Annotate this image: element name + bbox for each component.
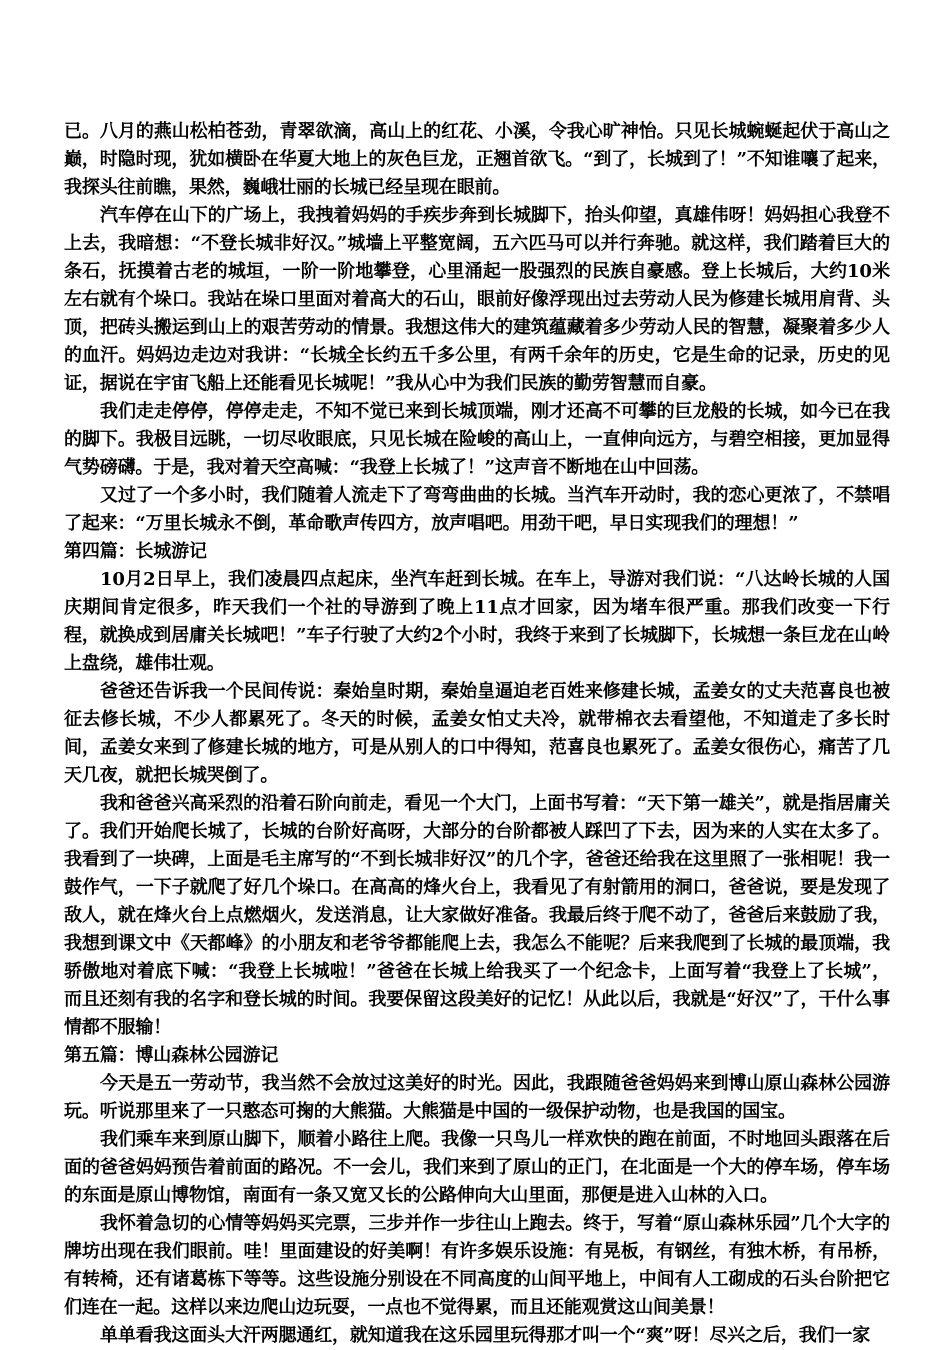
paragraph: 又过了一个多小时，我们随着人流走下了弯弯曲曲的长城。当汽车开动时，我的恋心更浓了，不禁唱了起来：“万里长城永不倒，革命歌声传四方，放声唱吧。用劲干吧，早日实现我们的理想！” [64,485,890,534]
paragraph: 今天是五一劳动节，我当然不会放过这美好的时光。因此，我跟随爸爸妈妈来到博山原山森林公园游玩。听说那里来了一只憨态可掬的大熊猫。大熊猫是中国的一级保护动物，也是我国的国宝。 [64,1073,890,1122]
paragraph: 我们走走停停，停停走走，不知不觉已来到长城顶端，刚才还高不可攀的巨龙般的长城，如今已在我的脚下。我极目远眺，一切尽收眼底，只见长城在险峻的高山上，一直伸向远方，与碧空相接，更加显得气势磅礴。于是，我对着天空高喊：“我登上长城了！”这声音不断地在山中回荡。 [64,401,890,478]
section-heading: 第四篇：长城游记 [64,541,207,562]
paragraph: 爸爸还告诉我一个民间传说：秦始皇时期，秦始皇逼迫老百姓来修建长城，孟姜女的丈夫范喜良也被征去修长城，不少人都累死了。冬天的时候，孟姜女怕丈夫冷，就带棉衣去看望他，不知道走了多长时间，孟姜女来到了修建长城的地方，可是从别人的口中得知，范喜良也累死了。孟姜女很伤心，痛苦了几天几夜，就把长城哭倒了。 [64,681,890,786]
paragraph: 10月2日早上，我们凌晨四点起床，坐汽车赶到长城。在车上，导游对我们说：“八达岭长城的人国庆期间肯定很多，昨天我们一个社的导游到了晚上11点才回家，因为堵车很严重。那我们改变一下行程，就换成到居庸关长城吧！”车子行驶了大约2个小时，我终于来到了长城脚下，长城想一条巨龙在山岭上盘绕，雄伟壮观。 [64,569,890,674]
paragraph: 我怀着急切的心情等妈妈买完票，三步并作一步往山上跑去。终于，写着“原山森林乐园”几个大字的牌坊出现在我们眼前。哇！里面建设的好美啊！有许多娱乐设施：有晃板，有钢丝，有独木桥，有吊桥，有转椅，还有诸葛栋下等等。这些设施分别设在不同高度的山间平地上，中间有人工砌成的石头台阶把它们连在一起。这样以来边爬山边玩耍，一点也不觉得累，而且还能观赏这山间美景！ [64,1213,890,1318]
paragraph-continued: 已。八月的燕山松柏苍劲，青翠欲滴，高山上的红花、小溪，令我心旷神怡。只见长城蜿蜒起伏于高山之巅，时隐时现，犹如横卧在华夏大地上的灰色巨龙，正翘首欲飞。“到了，长城到了！”不知谁嚷了起来，我探头往前瞧，果然，巍峨壮丽的长城已经呈现在眼前。 [64,121,890,198]
paragraph: 我和爸爸兴高采烈的沿着石阶向前走，看见一个大门，上面书写着：“天下第一雄关”，就是指居庸关了。我们开始爬长城了，长城的台阶好高呀，大部分的台阶都被人踩凹了下去，因为来的人实在太多了。我看到了一块碑，上面是毛主席写的“不到长城非好汉”的几个字，爸爸还给我在这里照了一张相呢！我一鼓作气，一下子就爬了好几个垛口。在高高的烽火台上，我看见了有射箭用的洞口，爸爸说，要是发现了敌人，就在烽火台上点燃烟火，发送消息，让大家做好准备。我最后终于爬不动了，爸爸后来鼓励了我，我想到课文中《天都峰》的小朋友和老爷爷都能爬上去，我怎么不能呢？后来我爬到了长城的最顶端，我骄傲地对着底下喊：“我登上长城啦！”爸爸在长城上给我买了一个纪念卡，上面写着“我登上了长城”，而且还刻有我的名字和登长城的时间。我要保留这段美好的记忆！从此以后，我就是“好汉”了，干什么事情都不服输！ [64,793,890,1038]
paragraph-truncated: 单单看我这面头大汗两腮通红，就知道我在这乐园里玩得那才叫一个“爽”呀！尽兴之后，我们一家 [100,1325,871,1346]
section-heading: 第五篇：博山森林公园游记 [64,1045,279,1066]
paragraph: 我们乘车来到原山脚下，顺着小路往上爬。我像一只鸟儿一样欢快的跑在前面，不时地回头跟落在后面的爸爸妈妈预告着前面的路况。不一会儿，我们来到了原山的正门，在北面是一个大的停车场，停车场的东面是原山博物馆，南面有一条又宽又长的公路伸向大山里面，那便是进入山林的入口。 [64,1129,890,1206]
paragraph: 汽车停在山下的广场上，我拽着妈妈的手疾步奔到长城脚下，抬头仰望，真雄伟呀！妈妈担心我登不上去，我暗想：“不登长城非好汉。”城墙上平整宽阔，五六匹马可以并行奔驰。就这样，我们踏着巨大的条石，抚摸着古老的城垣，一阶一阶地攀登，心里涌起一股强烈的民族自豪感。登上长城后，大约10米左右就有个垛口。我站在垛口里面对着高大的石山，眼前好像浮现出过去劳动人民为修建长城用肩背、头顶，把砖头搬运到山上的艰苦劳动的情景。我想这伟大的建筑蕴藏着多少劳动人民的智慧，凝聚着多少人的血汗。妈妈边走边对我讲：“长城全长约五千多公里，有两千余年的历史，它是生命的记录，历史的见证，据说在宇宙飞船上还能看见长城呢！”我从心中为我们民族的勤劳智慧而自豪。 [64,205,890,394]
document-body [64,118,890,1350]
